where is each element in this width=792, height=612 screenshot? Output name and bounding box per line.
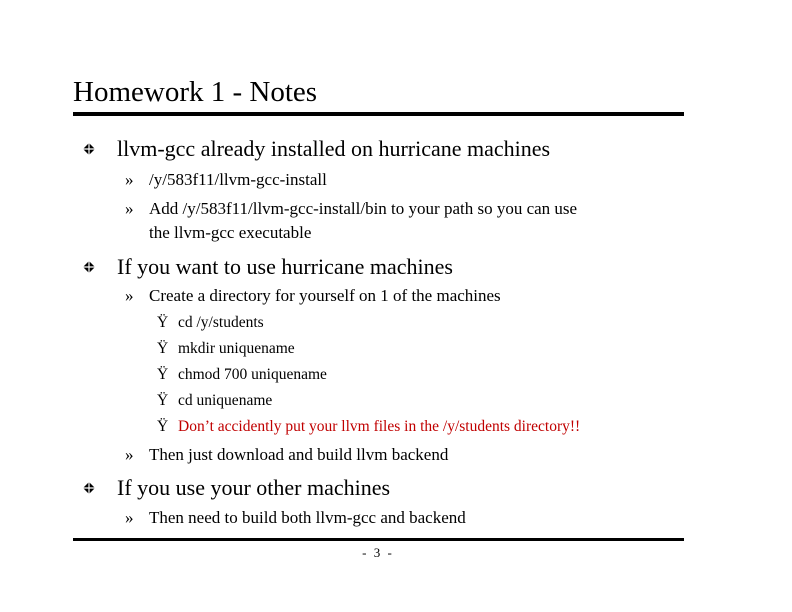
step-3: chmod 700 uniquename bbox=[178, 366, 327, 383]
bullet-1-text: llvm-gcc already installed on hurricane machines bbox=[117, 136, 551, 161]
step-marker: Ÿ bbox=[157, 340, 169, 357]
diamond-bullet-icon bbox=[83, 261, 95, 273]
step-4: cd uniquename bbox=[178, 392, 273, 409]
subbullet-marker: » bbox=[125, 508, 134, 527]
step-1: cd /y/students bbox=[178, 314, 264, 331]
page-number: - 3 - bbox=[362, 545, 394, 560]
bullet-2-sub-1-line-1: Create a directory for yourself on 1 of the machines bbox=[149, 286, 501, 305]
step-marker: Ÿ bbox=[157, 392, 169, 409]
bullet-1-sub-2-line-2: the llvm-gcc executable bbox=[149, 223, 312, 242]
bullet-3-text: If you use your other machines bbox=[117, 475, 391, 500]
bullet-3-sub-1-line-1: Then need to build both llvm-gcc and backend bbox=[149, 508, 466, 527]
step-marker: Ÿ bbox=[157, 418, 169, 435]
subbullet-marker: » bbox=[125, 199, 134, 218]
bullet-1-sub-1-line-1: /y/583f11/llvm-gcc-install bbox=[149, 170, 327, 189]
step-2: mkdir uniquename bbox=[178, 340, 295, 357]
slide-title: Homework 1 - Notes bbox=[73, 76, 318, 108]
step-marker: Ÿ bbox=[157, 314, 169, 331]
diamond-bullet-icon bbox=[83, 143, 95, 155]
diamond-bullet-icon bbox=[83, 482, 95, 494]
subbullet-marker: » bbox=[125, 445, 134, 464]
step-marker: Ÿ bbox=[157, 366, 169, 383]
bullet-2-sub-2-line-1: Then just download and build llvm backend bbox=[149, 445, 449, 464]
bullet-1-sub-2-line-1: Add /y/583f11/llvm-gcc-install/bin to your path so you can use bbox=[149, 199, 578, 218]
subbullet-marker: » bbox=[125, 170, 134, 189]
subbullet-marker: » bbox=[125, 286, 134, 305]
bullet-2-text: If you want to use hurricane machines bbox=[117, 254, 453, 279]
title-divider bbox=[73, 112, 684, 116]
step-5-warning: Don’t accidently put your llvm files in the /y/students directory!! bbox=[178, 418, 581, 435]
footer-divider bbox=[73, 538, 684, 541]
